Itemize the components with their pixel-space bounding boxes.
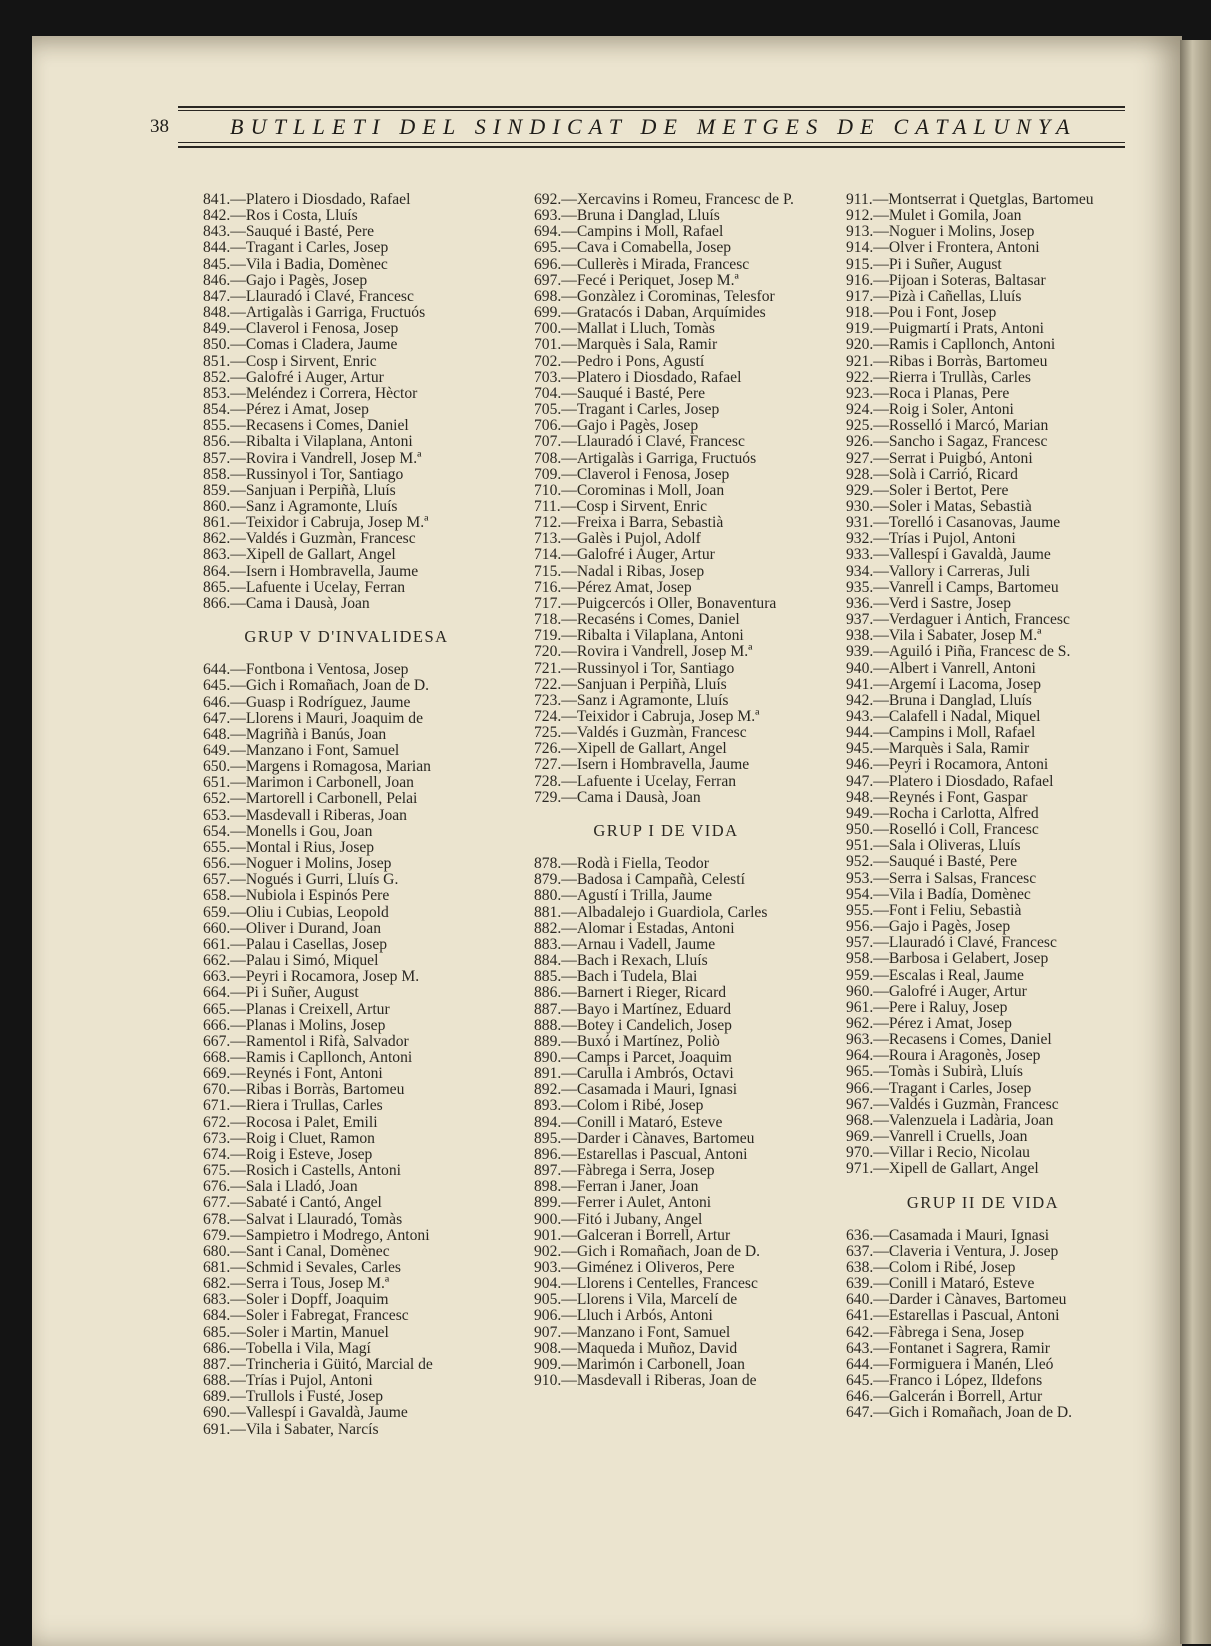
member-entry: 641.—Estarellas i Pascual, Antoni (846, 1307, 1060, 1325)
member-entry: 923.—Roca i Planas, Pere (846, 384, 1010, 402)
member-entry: 727.—Isern i Hombravella, Jaume (534, 756, 750, 774)
member-entry: 689.—Trullols i Fusté, Josep (203, 1388, 384, 1406)
member-entry: 967.—Valdés i Guzmàn, Francesc (846, 1095, 1059, 1113)
member-entry: 916.—Pijoan i Soteras, Baltasar (846, 271, 1046, 289)
member-entry: 645.—Gich i Romañach, Joan de D. (203, 677, 430, 695)
member-entry: 970.—Villar i Recio, Nicolau (846, 1144, 1030, 1162)
member-entry: 866.—Cama i Dausà, Joan (203, 594, 370, 612)
member-entry: 908.—Maqueda i Muñoz, David (534, 1339, 738, 1357)
member-entry: 855.—Recasens i Comes, Daniel (203, 417, 409, 435)
member-entry: 888.—Botey i Candelich, Josep (534, 1016, 732, 1034)
member-entry: 889.—Buxó i Martínez, Poliò (534, 1032, 720, 1050)
column-3 (846, 192, 1128, 1422)
member-entry: 946.—Peyri i Rocamora, Antoni (846, 756, 1049, 774)
member-entry: 638.—Colom i Ribé, Josep (846, 1259, 1016, 1276)
member-entry: 650.—Margens i Romagosa, Marian (203, 758, 431, 776)
member-entry: 658.—Nubiola i Espinós Pere (203, 887, 390, 905)
member-entry: 691.—Vila i Sabater, Narcís (203, 1420, 379, 1438)
member-entry: 681.—Schmid i Sevales, Carles (203, 1259, 401, 1276)
member-entry: 878.—Rodà i Fiella, Teodor (534, 855, 709, 873)
member-entry: 924.—Roig i Soler, Antoni (846, 401, 1014, 419)
member-entry: 909.—Marimón i Carbonell, Joan (534, 1355, 745, 1373)
member-entry: 939.—Aguiló i Piña, Francesc de S. (846, 643, 1071, 661)
member-entry: 655.—Montal i Rius, Josep (203, 838, 375, 856)
member-entry: 884.—Bach i Rexach, Lluís (534, 952, 708, 970)
member-entry: 853.—Meléndez i Correra, Hèctor (203, 384, 418, 402)
member-entry: 723.—Sanz i Agramonte, Lluís (534, 691, 729, 709)
member-entry: 917.—Pizà i Cañellas, Lluís (846, 287, 1022, 305)
page-number: 38 (150, 116, 169, 137)
member-entry: 930.—Soler i Matas, Sebastià (846, 497, 1032, 515)
member-entry: 719.—Ribalta i Vilaplana, Antoni (534, 627, 744, 645)
member-entry: 887.—Bayo i Martínez, Eduard (534, 1000, 732, 1018)
member-entry: 881.—Albadalejo i Guardiola, Carles (534, 903, 768, 921)
member-entry: 639.—Conill i Mataró, Esteve (846, 1275, 1035, 1293)
member-entry: 949.—Rocha i Carlotta, Alfred (846, 804, 1039, 822)
header-rule-bottom-thin (178, 142, 1125, 143)
member-entry: 678.—Salvat i Llauradó, Tomàs (203, 1210, 403, 1228)
member-entry: 701.—Marquès i Sala, Ramir (534, 336, 718, 354)
member-entry: 702.—Pedro i Pons, Agustí (534, 352, 705, 370)
member-entry: 653.—Masdevall i Riberas, Joan (203, 806, 407, 824)
member-entry: 844.—Tragant i Carles, Josep (203, 239, 389, 257)
section-title: GRUP V D'INVALIDESA (244, 627, 449, 647)
member-entry: 677.—Sabaté i Cantó, Angel (203, 1194, 382, 1212)
member-entry: 680.—Sant i Canal, Domènec (203, 1242, 390, 1260)
member-entry: 928.—Solà i Carrió, Ricard (846, 465, 1018, 483)
member-entry: 885.—Bach i Tudela, Blai (534, 968, 698, 986)
member-entry: 846.—Gajo i Pagès, Josep (203, 271, 368, 289)
member-entry: 895.—Darder i Cànaves, Bartomeu (534, 1129, 755, 1147)
member-entry: 937.—Verdaguer i Antich, Francesc (846, 611, 1070, 629)
member-entry: 965.—Tomàs i Subirà, Lluís (846, 1063, 1023, 1081)
member-entry: 910.—Masdevall i Riberas, Joan de (534, 1372, 757, 1390)
page-edge (1180, 40, 1211, 1644)
header-rule-top-thin (178, 110, 1125, 111)
member-entry: 934.—Vallory i Carreras, Juli (846, 562, 1031, 580)
member-entry: 669.—Reynés i Font, Antoni (203, 1065, 383, 1083)
member-list (534, 192, 812, 806)
header-rule-top (178, 106, 1125, 108)
member-entry: 864.—Isern i Hombravella, Jaume (203, 562, 419, 580)
member-entry: 879.—Badosa i Campañà, Celestí (534, 871, 745, 889)
member-entry: 852.—Galofré i Auger, Artur (203, 368, 384, 386)
member-entry: 942.—Bruna i Danglad, Lluís (846, 691, 1032, 709)
member-entry: 962.—Pérez i Amat, Josep (846, 1014, 1012, 1032)
member-entry: 636.—Casamada i Mauri, Ignasi (846, 1226, 1050, 1244)
member-entry: 675.—Rosich i Castells, Antoni (203, 1162, 401, 1180)
member-entry: 729.—Cama i Dausà, Joan (534, 788, 701, 806)
member-entry: 927.—Serrat i Puigbó, Antoni (846, 449, 1033, 467)
member-entry: 890.—Camps i Parcet, Joaquim (534, 1048, 732, 1066)
member-entry: 886.—Barnert i Rieger, Ricard (534, 984, 727, 1002)
member-entry: 845.—Vila i Badia, Domènec (203, 255, 388, 273)
member-entry: 660.—Oliver i Durand, Joan (203, 919, 381, 937)
member-entry: 685.—Soler i Martin, Manuel (203, 1323, 389, 1341)
member-entry: 963.—Recasens i Comes, Daniel (846, 1031, 1052, 1049)
member-entry: 914.—Olver i Frontera, Antoni (846, 239, 1040, 257)
member-entry: 913.—Noguer i Molins, Josep (846, 223, 1035, 241)
member-entry: 935.—Vanrell i Camps, Bartomeu (846, 578, 1059, 596)
member-entry: 682.—Serra i Tous, Josep M.ª (203, 1275, 390, 1293)
member-entry: 679.—Sampietro i Modrego, Antoni (203, 1226, 430, 1244)
member-entry: 637.—Claveria i Ventura, J. Josep (846, 1242, 1059, 1260)
member-entry: 728.—Lafuente i Ucelay, Ferran (534, 772, 737, 790)
member-entry: 880.—Agustí i Trilla, Jaume (534, 887, 713, 905)
member-entry: 716.—Pérez Amat, Josep (534, 578, 692, 596)
member-entry: 648.—Magriñà i Banús, Joan (203, 725, 387, 743)
member-entry: 705.—Tragant i Carles, Josep (534, 401, 720, 419)
member-entry: 710.—Corominas i Moll, Joan (534, 481, 725, 499)
member-entry: 715.—Nadal i Ribas, Josep (534, 562, 705, 580)
member-entry: 726.—Xipell de Gallart, Angel (534, 740, 727, 758)
member-entry: 966.—Tragant i Carles, Josep (846, 1079, 1032, 1097)
member-entry: 953.—Serra i Salsas, Francesc (846, 869, 1037, 887)
member-entry: 843.—Sauqué i Basté, Pere (203, 223, 375, 241)
member-entry: 950.—Roselló i Coll, Francesc (846, 821, 1039, 839)
member-entry: 933.—Vallespí i Gavaldà, Jaume (846, 546, 1051, 564)
member-entry: 862.—Valdés i Guzmàn, Francesc (203, 530, 416, 548)
member-entry: 921.—Ribas i Borràs, Bartomeu (846, 352, 1048, 370)
member-entry: 859.—Sanjuan i Perpiñà, Lluís (203, 481, 396, 499)
member-entry: 941.—Argemí i Lacoma, Josep (846, 675, 1042, 693)
member-entry: 724.—Teixidor i Cabruja, Josep M.ª (534, 708, 760, 725)
member-entry: 656.—Noguer i Molins, Josep (203, 855, 392, 873)
member-entry: 893.—Colom i Ribé, Josep (534, 1097, 704, 1115)
running-title: BUTLLETI DEL SINDICAT DE METGES DE CATALUNYA (230, 114, 1077, 139)
member-entry: 690.—Vallespí i Gavaldà, Jaume (203, 1404, 408, 1422)
member-entry: 858.—Russinyol i Tor, Santiago (203, 465, 404, 483)
member-entry: 720.—Rovira i Vandrell, Josep M.ª (534, 643, 753, 661)
member-entry: 644.—Fontbona i Ventosa, Josep (203, 661, 409, 679)
member-entry: 645.—Franco i López, Ildefons (846, 1372, 1043, 1390)
member-entry: 918.—Pou i Font, Josep (846, 304, 997, 322)
member-entry: 713.—Galès i Pujol, Adolf (534, 530, 701, 548)
member-entry: 698.—Gonzàlez i Corominas, Telesfor (534, 287, 775, 305)
member-entry: 952.—Sauqué i Basté, Pere (846, 853, 1018, 871)
member-entry: 714.—Galofré i Auger, Artur (534, 546, 715, 564)
member-entry: 959.—Escalas i Real, Jaume (846, 966, 1024, 984)
member-entry: 961.—Pere i Raluy, Josep (846, 998, 1008, 1016)
member-entry: 931.—Torelló i Casanovas, Jaume (846, 514, 1061, 532)
member-entry: 647.—Gich i Romañach, Joan de D. (846, 1404, 1073, 1422)
member-entry: 854.—Pérez i Amat, Josep (203, 401, 369, 419)
member-entry: 696.—Cullerès i Mirada, Francesc (534, 255, 750, 273)
member-entry: 646.—Guasp i Rodríguez, Jaume (203, 693, 411, 711)
member-entry: 960.—Galofré i Auger, Artur (846, 982, 1027, 1000)
member-entry: 661.—Palau i Casellas, Josep (203, 935, 388, 953)
member-entry: 657.—Nogués i Gurri, Lluís G. (203, 871, 399, 889)
member-entry: 706.—Gajo i Pagès, Josep (534, 417, 699, 435)
member-entry: 640.—Darder i Cànaves, Bartomeu (846, 1291, 1067, 1309)
member-entry: 721.—Russinyol i Tor, Santiago (534, 659, 735, 677)
member-entry: 665.—Planas i Creixell, Artur (203, 1000, 390, 1018)
member-entry: 940.—Albert i Vanrell, Antoni (846, 659, 1036, 677)
member-entry: 671.—Riera i Trullas, Carles (203, 1097, 383, 1115)
member-entry: 850.—Comas i Cladera, Jaume (203, 336, 398, 354)
member-entry: 891.—Carulla i Ambrós, Octavi (534, 1065, 734, 1083)
member-entry: 667.—Ramentol i Rifà, Salvador (203, 1032, 409, 1050)
member-entry: 894.—Conill i Mataró, Esteve (534, 1113, 723, 1131)
member-entry: 642.—Fàbrega i Sena, Josep (846, 1323, 1024, 1341)
member-entry: 902.—Gich i Romañach, Joan de D. (534, 1242, 761, 1260)
member-entry: 863.—Xipell de Gallart, Angel (203, 546, 396, 564)
member-entry: 901.—Galceran i Borrell, Artur (534, 1226, 731, 1244)
member-entry: 932.—Trías i Pujol, Antoni (846, 530, 1016, 548)
member-entry: 856.—Ribalta i Vilaplana, Antoni (203, 433, 413, 451)
member-entry: 936.—Verd i Sastre, Josep (846, 594, 1012, 612)
member-list (846, 1228, 1128, 1422)
member-entry: 887.—Trincheria i Güitó, Marcial de (203, 1355, 433, 1373)
member-entry: 684.—Soler i Fabregat, Francesc (203, 1307, 409, 1325)
member-entry: 842.—Ros i Costa, Lluís (203, 207, 358, 225)
member-entry: 651.—Marimon i Carbonell, Joan (203, 774, 414, 792)
member-entry: 906.—Lluch i Arbós, Antoni (534, 1307, 713, 1325)
member-entry: 697.—Fecé i Periquet, Josep M.ª (534, 271, 739, 289)
member-entry: 725.—Valdés i Guzmàn, Francesc (534, 724, 747, 742)
member-entry: 703.—Platero i Diosdado, Rafael (534, 368, 742, 386)
member-entry: 670.—Ribas i Borràs, Bartomeu (203, 1081, 405, 1099)
member-entry: 712.—Freixa i Barra, Sebastià (534, 514, 724, 532)
member-entry: 929.—Soler i Bertot, Pere (846, 481, 1009, 499)
member-entry: 695.—Cava i Comabella, Josep (534, 239, 732, 257)
section-title: GRUP II DE VIDA (906, 1192, 1060, 1212)
member-entry: 643.—Fontanet i Sagrera, Ramir (846, 1339, 1050, 1357)
member-entry: 938.—Vila i Sabater, Josep M.ª (846, 627, 1042, 645)
member-entry: 674.—Roig i Esteve, Josep (203, 1145, 373, 1163)
member-entry: 647.—Llorens i Mauri, Joaquim de (203, 709, 424, 727)
member-entry: 883.—Arnau i Vadell, Jaume (534, 935, 716, 953)
member-entry: 892.—Casamada i Mauri, Ignasi (534, 1081, 738, 1099)
column-1 (203, 192, 490, 1438)
member-list (203, 192, 490, 612)
member-entry: 664.—Pi i Suñer, August (203, 984, 359, 1002)
section-title: GRUP I DE VIDA (593, 820, 739, 840)
member-entry: 951.—Sala i Oliveras, Lluís (846, 837, 1021, 855)
member-entry: 956.—Gajo i Pagès, Josep (846, 918, 1011, 936)
member-entry: 849.—Claverol i Fenosa, Josep (203, 320, 399, 338)
member-entry: 654.—Monells i Gou, Joan (203, 822, 373, 840)
member-entry: 709.—Claverol i Fenosa, Josep (534, 465, 730, 483)
member-entry: 693.—Bruna i Danglad, Lluís (534, 207, 720, 225)
member-entry: 860.—Sanz i Agramonte, Lluís (203, 497, 398, 515)
member-entry: 943.—Calafell i Nadal, Miquel (846, 708, 1041, 725)
member-entry: 925.—Rosselló i Marcó, Marian (846, 417, 1049, 435)
member-entry: 707.—Llauradó i Clavé, Francesc (534, 433, 745, 451)
member-entry: 920.—Ramis i Capllonch, Antoni (846, 336, 1056, 354)
member-entry: 926.—Sancho i Sagaz, Francesc (846, 433, 1048, 451)
member-entry: 898.—Ferran i Janer, Joan (534, 1178, 699, 1196)
member-entry: 900.—Fitó i Jubany, Angel (534, 1210, 703, 1228)
member-entry: 694.—Campins i Moll, Rafael (534, 223, 724, 241)
member-entry: 912.—Mulet i Gomila, Joan (846, 207, 1022, 225)
member-entry: 971.—Xipell de Gallart, Angel (846, 1160, 1039, 1178)
member-list (534, 856, 812, 1389)
member-entry: 718.—Recaséns i Comes, Daniel (534, 611, 740, 629)
member-entry: 668.—Ramis i Capllonch, Antoni (203, 1048, 413, 1066)
member-entry: 848.—Artigalàs i Garriga, Fructuós (203, 304, 426, 322)
member-entry: 644.—Formiguera i Manén, Lleó (846, 1355, 1054, 1373)
member-entry: 968.—Valenzuela i Ladària, Joan (846, 1111, 1054, 1129)
member-entry: 683.—Soler i Dopff, Joaquim (203, 1291, 389, 1309)
member-entry: 865.—Lafuente i Ucelay, Ferran (203, 578, 406, 596)
member-entry: 954.—Vila i Badía, Domènec (846, 885, 1031, 903)
header-rule-bottom (178, 146, 1125, 148)
member-entry: 905.—Llorens i Vila, Marcelí de (534, 1291, 738, 1309)
member-entry: 666.—Planas i Molins, Josep (203, 1016, 386, 1034)
member-entry: 955.—Font i Feliu, Sebastià (846, 901, 1022, 919)
member-list (846, 192, 1128, 1178)
member-entry: 717.—Puigcercós i Oller, Bonaventura (534, 594, 777, 612)
member-entry: 704.—Sauqué i Basté, Pere (534, 384, 706, 402)
member-entry: 699.—Gratacós i Daban, Arquímides (534, 304, 766, 322)
member-entry: 841.—Platero i Diosdado, Rafael (203, 191, 411, 208)
member-entry: 882.—Alomar i Estadas, Antoni (534, 919, 735, 937)
member-entry: 673.—Roig i Cluet, Ramon (203, 1129, 375, 1147)
member-entry: 686.—Tobella i Vila, Magí (203, 1339, 371, 1357)
member-entry: 672.—Rocosa i Palet, Emili (203, 1113, 378, 1131)
member-entry: 646.—Galcerán i Borrell, Artur (846, 1388, 1043, 1406)
member-entry: 944.—Campins i Moll, Rafael (846, 724, 1036, 742)
member-entry: 857.—Rovira i Vandrell, Josep M.ª (203, 449, 422, 467)
member-entry: 948.—Reynés i Font, Gaspar (846, 788, 1028, 806)
member-entry: 919.—Puigmartí i Prats, Antoni (846, 320, 1044, 338)
member-entry: 708.—Artigalàs i Garriga, Fructuós (534, 449, 757, 467)
member-entry: 911.—Montserrat i Quetglas, Bartomeu (846, 191, 1094, 208)
member-entry: 861.—Teixidor i Cabruja, Josep M.ª (203, 514, 429, 532)
member-entry: 851.—Cosp i Sirvent, Enric (203, 352, 377, 370)
member-entry: 969.—Vanrell i Cruells, Joan (846, 1128, 1028, 1146)
member-entry: 663.—Peyri i Rocamora, Josep M. (203, 968, 420, 986)
member-entry: 688.—Trías i Pujol, Antoni (203, 1372, 373, 1390)
member-entry: 964.—Roura i Aragonès, Josep (846, 1047, 1041, 1065)
member-entry: 711.—Cosp i Sirvent, Enric (534, 497, 708, 515)
page-header (150, 104, 1125, 166)
member-entry: 958.—Barbosa i Gelabert, Josep (846, 950, 1049, 968)
member-entry: 904.—Llorens i Centelles, Francesc (534, 1275, 758, 1293)
member-entry: 945.—Marquès i Sala, Ramir (846, 740, 1030, 758)
member-entry: 662.—Palau i Simó, Miquel (203, 952, 379, 970)
member-entry: 652.—Martorell i Carbonell, Pelai (203, 790, 418, 808)
member-entry: 659.—Oliu i Cubias, Leopold (203, 903, 389, 921)
member-entry: 922.—Rierra i Trullàs, Carles (846, 368, 1031, 386)
member-entry: 903.—Giménez i Oliveros, Pere (534, 1259, 735, 1276)
member-entry: 896.—Estarellas i Pascual, Antoni (534, 1145, 748, 1163)
member-entry: 957.—Llauradó i Clavé, Francesc (846, 934, 1057, 952)
member-entry: 915.—Pi i Suñer, August (846, 255, 1002, 273)
member-entry: 847.—Llauradó i Clavé, Francesc (203, 287, 414, 305)
member-entry: 907.—Manzano i Font, Samuel (534, 1323, 731, 1341)
member-entry: 676.—Sala i Lladó, Joan (203, 1178, 358, 1196)
member-entry: 722.—Sanjuan i Perpiñà, Lluís (534, 675, 727, 693)
member-entry: 899.—Ferrer i Aulet, Antoni (534, 1194, 712, 1212)
member-entry: 649.—Manzano i Font, Samuel (203, 742, 400, 759)
member-list (203, 662, 490, 1438)
member-entry: 692.—Xercavins i Romeu, Francesc de P. (534, 191, 794, 208)
member-entry: 700.—Mallat i Lluch, Tomàs (534, 320, 715, 338)
member-entry: 897.—Fàbrega i Serra, Josep (534, 1162, 715, 1180)
column-2 (534, 192, 812, 1389)
member-entry: 947.—Platero i Diosdado, Rafael (846, 772, 1054, 790)
